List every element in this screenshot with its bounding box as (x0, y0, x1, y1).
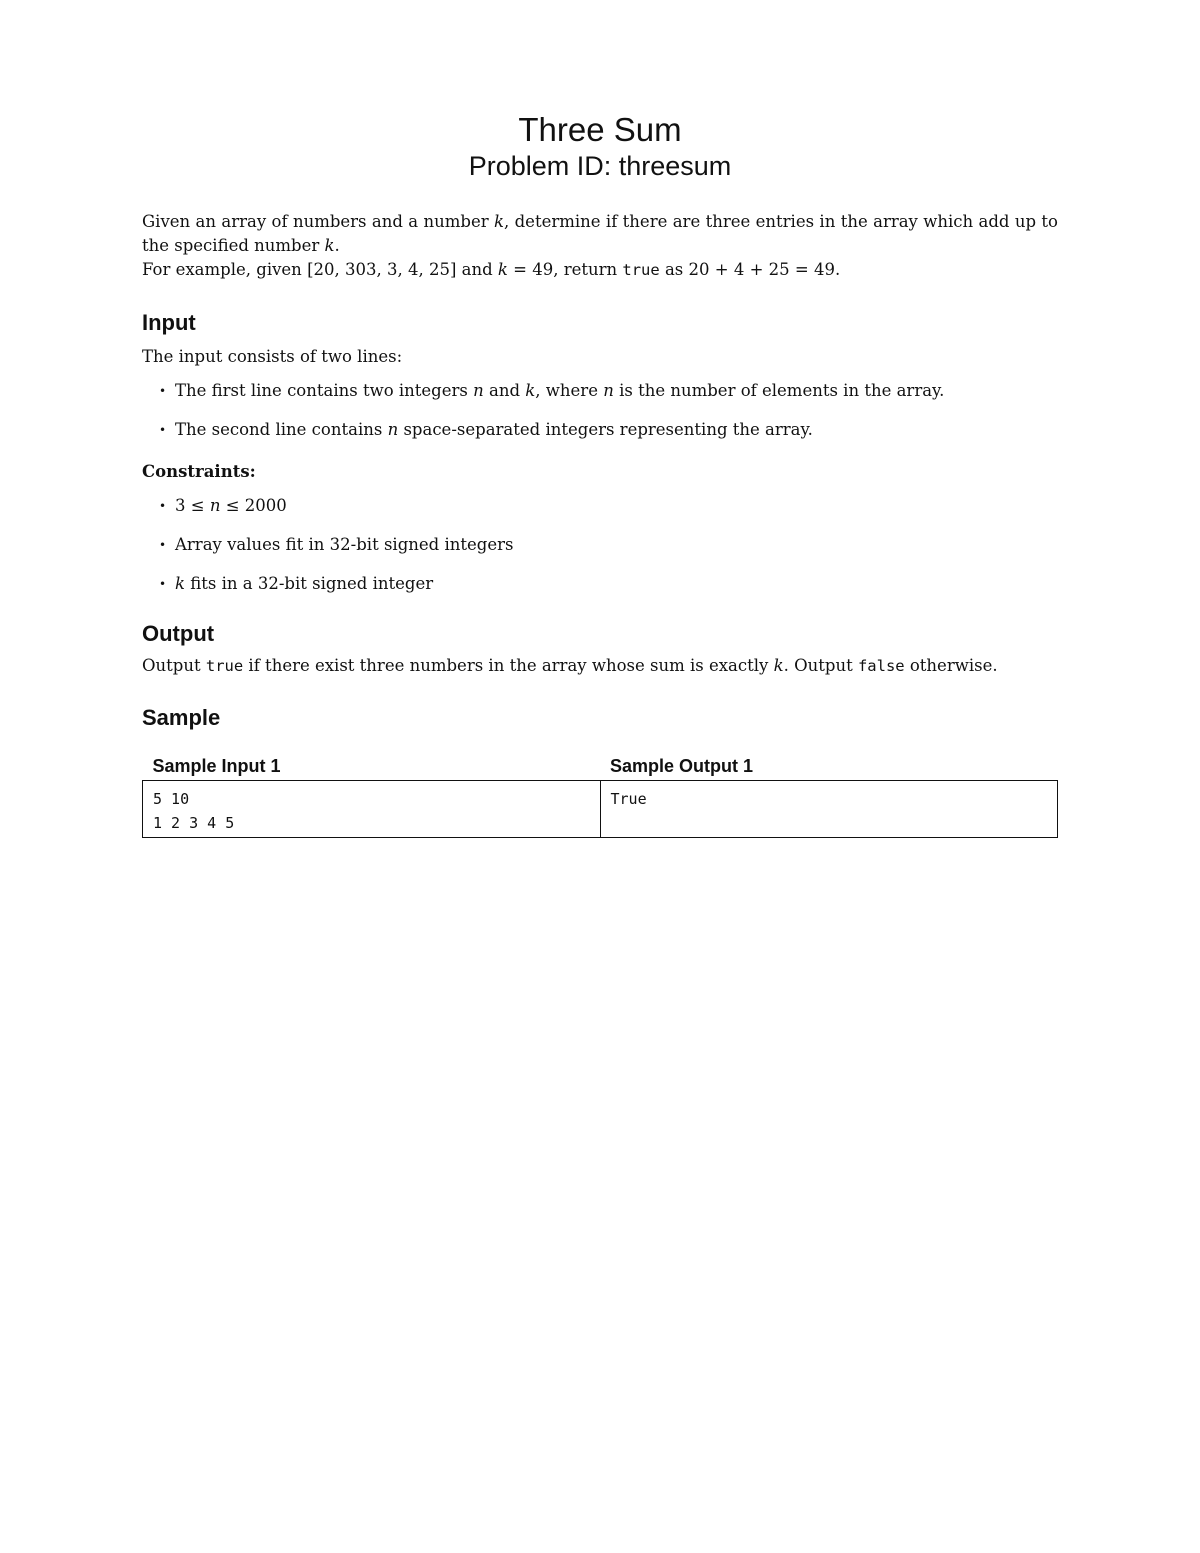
intro-paragraph: Given an array of numbers and a number k, determine if there are three entries in the array which add up to the specified number k. (142, 212, 1058, 255)
list-item: • Array values fit in 32-bit signed integers (175, 533, 1058, 557)
list-item: • 3 ≤ n ≤ 2000 (175, 494, 1058, 518)
page-title: Three Sum (518, 111, 682, 148)
sample-table (142, 754, 1058, 838)
example-paragraph: For example, given [20, 303, 3, 4, 25] and k = 49, return true as 20 + 4 + 25 = 49. (142, 260, 841, 279)
constraints-label: Constraints: (142, 462, 256, 481)
output-description: Output true if there exist three numbers in the array whose sum is exactly k. Output false otherwise. (142, 656, 998, 675)
input-heading: Input (142, 310, 196, 335)
input-list (142, 379, 1058, 442)
input-description: The input consists of two lines: (142, 347, 403, 366)
sample-input-cell[interactable] (143, 781, 601, 838)
title-block (142, 110, 1058, 182)
sample-input-text: 5 10 1 2 3 4 5 (153, 790, 235, 832)
sample-heading: Sample (142, 705, 221, 730)
sample-input-label: Sample Input 1 (152, 756, 281, 776)
list-item: • The first line contains two integers n and k, where n is the number of elements in the array. (175, 379, 1058, 403)
problem-id: Problem ID: threesum (468, 151, 732, 181)
sample-output-cell[interactable] (600, 781, 1058, 838)
sample-output-label: Sample Output 1 (610, 756, 754, 776)
sample-output-text: True (610, 790, 647, 808)
list-item: • The second line contains n space-separated integers representing the array. (175, 418, 1058, 442)
list-item: • k fits in a 32-bit signed integer (175, 572, 1058, 596)
output-heading: Output (142, 621, 215, 646)
constraints-list (142, 494, 1058, 596)
problem-statement (142, 110, 1058, 838)
